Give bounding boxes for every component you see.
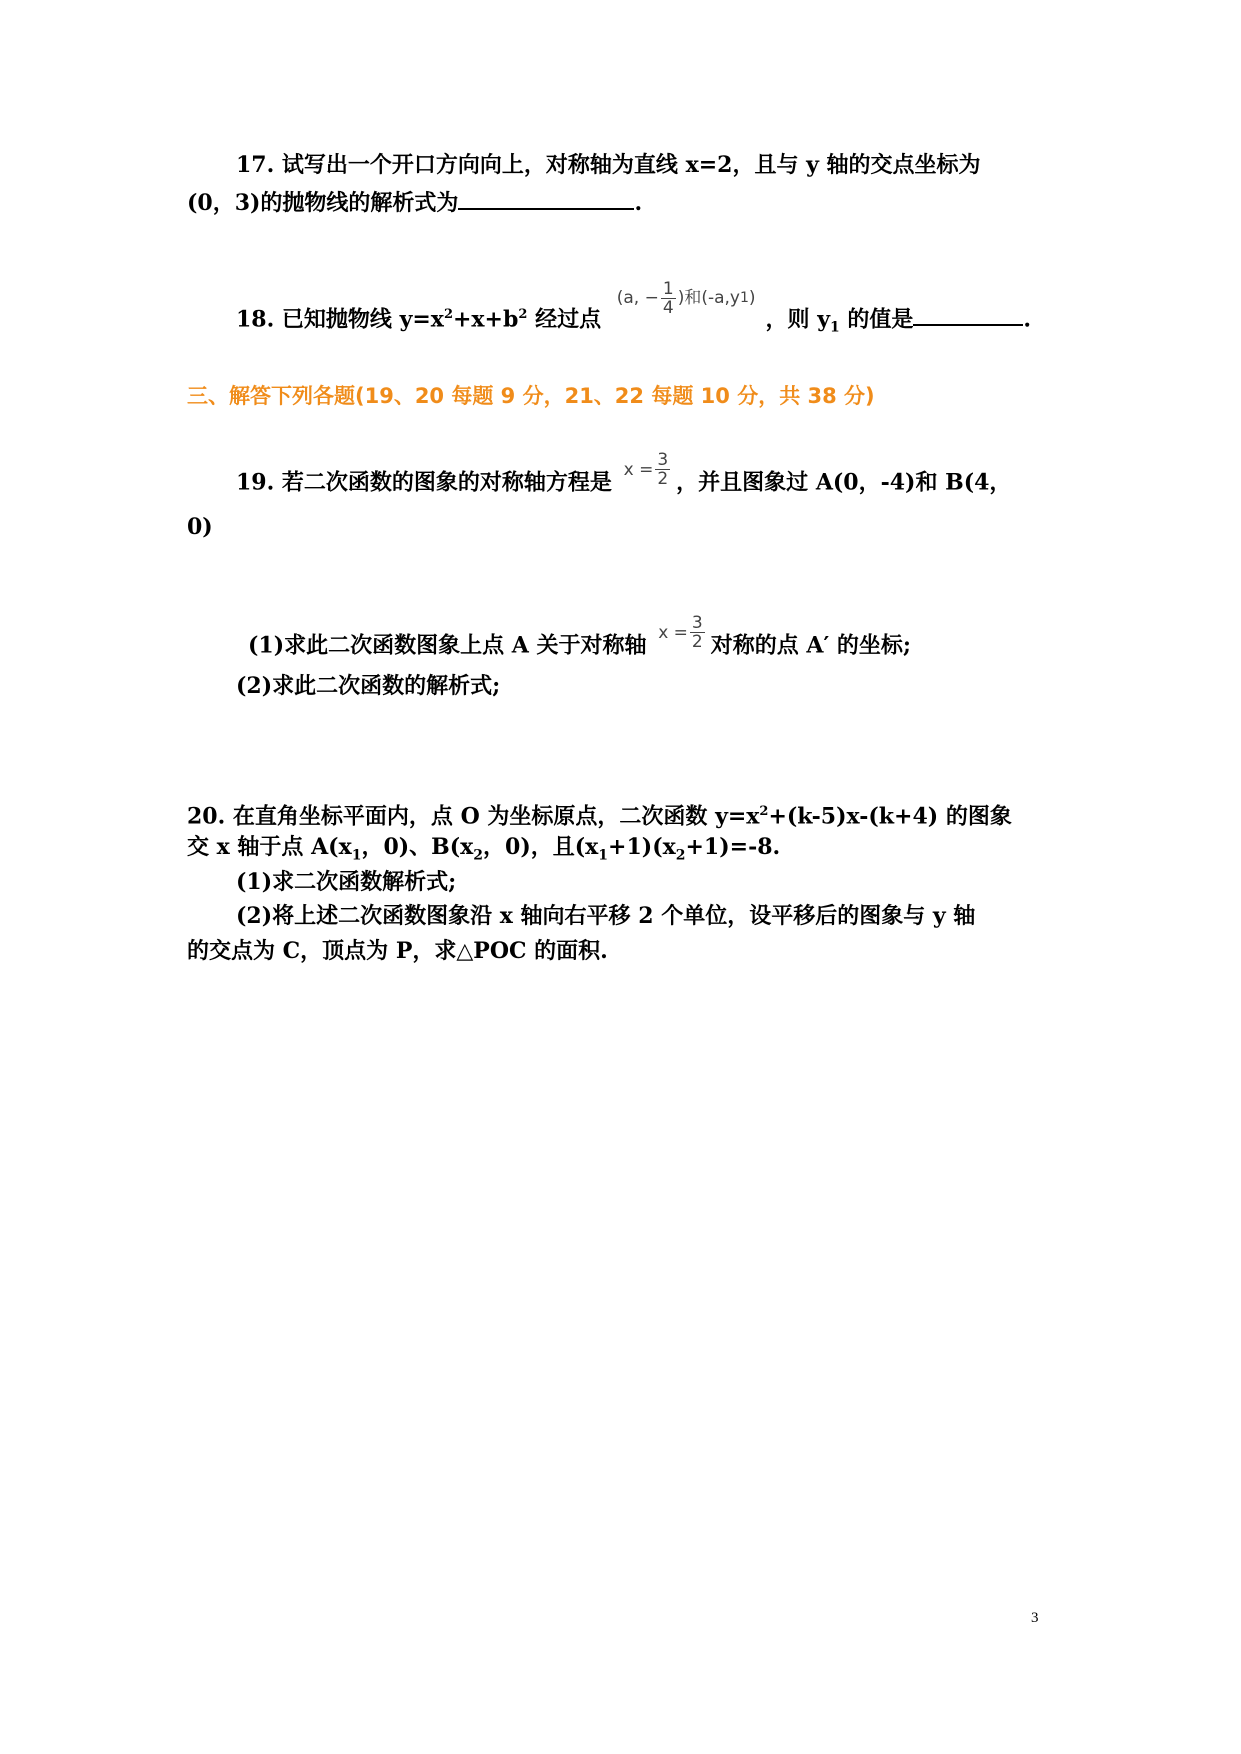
q18-line bbox=[236, 278, 1032, 343]
q19-eq-fraction bbox=[655, 451, 670, 488]
q18-frac-num: 1 bbox=[662, 278, 674, 299]
q19-eq-lhs: x = bbox=[623, 459, 654, 480]
q18-point-c: ) bbox=[748, 288, 756, 309]
q20-line1-b: +(k-5)x-(k+4) 的图象 bbox=[768, 803, 1012, 830]
q17-line1 bbox=[236, 150, 981, 180]
q18-end: . bbox=[1023, 306, 1032, 333]
q19-eq-den: 2 bbox=[657, 469, 669, 489]
q17-text-1: 17. 试写出一个开口方向向上，对称轴为直线 x=2，且与 y 轴的交点坐标为 bbox=[236, 152, 981, 178]
q18-point-sub: 1 bbox=[739, 290, 749, 307]
q20-line1 bbox=[187, 797, 1012, 831]
q20-line2-a: 交 x 轴于点 A(x bbox=[187, 834, 352, 860]
q19-part1-fraction bbox=[690, 614, 705, 651]
q19-part2 bbox=[236, 671, 500, 701]
q18-points-formula bbox=[617, 280, 756, 317]
q19-eq-num: 3 bbox=[657, 450, 669, 470]
q18-point-b: )和(-a,y bbox=[677, 288, 740, 309]
q20-part1-text: (1)求二次函数解析式; bbox=[236, 869, 457, 895]
q19-axis-formula bbox=[624, 451, 673, 488]
q20-line1-sup: 2 bbox=[759, 804, 769, 819]
q20-line2-sub1: 1 bbox=[351, 847, 362, 864]
q17-text-2: (0，3)的抛物线的解析式为 bbox=[187, 190, 459, 216]
q18-suffix-end: 的值是 bbox=[839, 306, 914, 333]
q17-end: . bbox=[634, 190, 643, 216]
q20-part2-text-2: 的交点为 C，顶点为 P，求△POC 的面积. bbox=[187, 938, 608, 964]
q18-mid1: +x+b bbox=[452, 306, 519, 333]
q20-part2-line1 bbox=[236, 901, 975, 931]
q19-part1-eq-lhs: x = bbox=[658, 622, 688, 643]
q18-sup2: 2 bbox=[518, 307, 528, 322]
q19-part1-eq-den: 2 bbox=[691, 632, 703, 652]
q19-line2-text: 0) bbox=[187, 514, 213, 540]
q19-prefix: 19. 若二次函数的图象的对称轴方程是 bbox=[236, 469, 612, 496]
q17-answer-blank[interactable] bbox=[458, 186, 634, 210]
section-3-title: 三、解答下列各题(19、20 每题 9 分，21、22 每题 10 分，共 38 分) bbox=[187, 384, 875, 408]
q18-point-a: (a, − bbox=[616, 288, 659, 309]
q20-part1 bbox=[236, 867, 456, 897]
q18-suffix-sub: 1 bbox=[829, 319, 840, 336]
q18-sup1: 2 bbox=[443, 307, 453, 322]
q19-part1-prefix: (1)求此二次函数图象上点 A 关于对称轴 bbox=[248, 632, 647, 659]
q18-suffix: ，则 y bbox=[765, 306, 830, 333]
q17-line2 bbox=[187, 186, 642, 218]
q19-part1-eq-num: 3 bbox=[691, 613, 703, 633]
q18-answer-blank[interactable] bbox=[913, 302, 1023, 326]
q20-line2-b: ，0)、B(x bbox=[361, 834, 474, 860]
q19-line2 bbox=[187, 512, 213, 542]
q20-part2-text-1: (2)将上述二次函数图象沿 x 轴向右平移 2 个单位，设平移后的图象与 y 轴 bbox=[236, 903, 976, 929]
q19-part1-suffix: 对称的点 A′ 的坐标; bbox=[710, 632, 912, 659]
q20-part2-line2 bbox=[187, 936, 608, 966]
q20-line1-a: 20. 在直角坐标平面内，点 O 为坐标原点，二次函数 y=x bbox=[187, 803, 760, 830]
q18-frac-den: 4 bbox=[662, 297, 674, 318]
q19-suffix: ，并且图象过 A(0，-4)和 B(4， bbox=[676, 469, 1012, 496]
q18-prefix: 18. 已知抛物线 y=x bbox=[236, 306, 444, 333]
q19-part1-formula bbox=[658, 614, 707, 651]
q20-line2-e: +1)=-8. bbox=[685, 834, 781, 860]
q19-part2-text: (2)求此二次函数的解析式; bbox=[236, 673, 501, 699]
q20-line2-d: +1)(x bbox=[608, 834, 676, 860]
q20-line2-sub2: 2 bbox=[473, 847, 484, 864]
q18-mid2: 经过点 bbox=[527, 306, 602, 333]
q19-line1 bbox=[236, 450, 1012, 502]
q18-fraction bbox=[661, 280, 676, 317]
page-number: 3 bbox=[1031, 1610, 1039, 1626]
q20-line2-sub3: 1 bbox=[598, 847, 609, 864]
q19-part1 bbox=[248, 613, 912, 665]
q20-line2 bbox=[187, 832, 780, 870]
q20-line2-c: ，0)，且(x bbox=[483, 834, 599, 860]
q20-line2-sub4: 2 bbox=[675, 847, 686, 864]
